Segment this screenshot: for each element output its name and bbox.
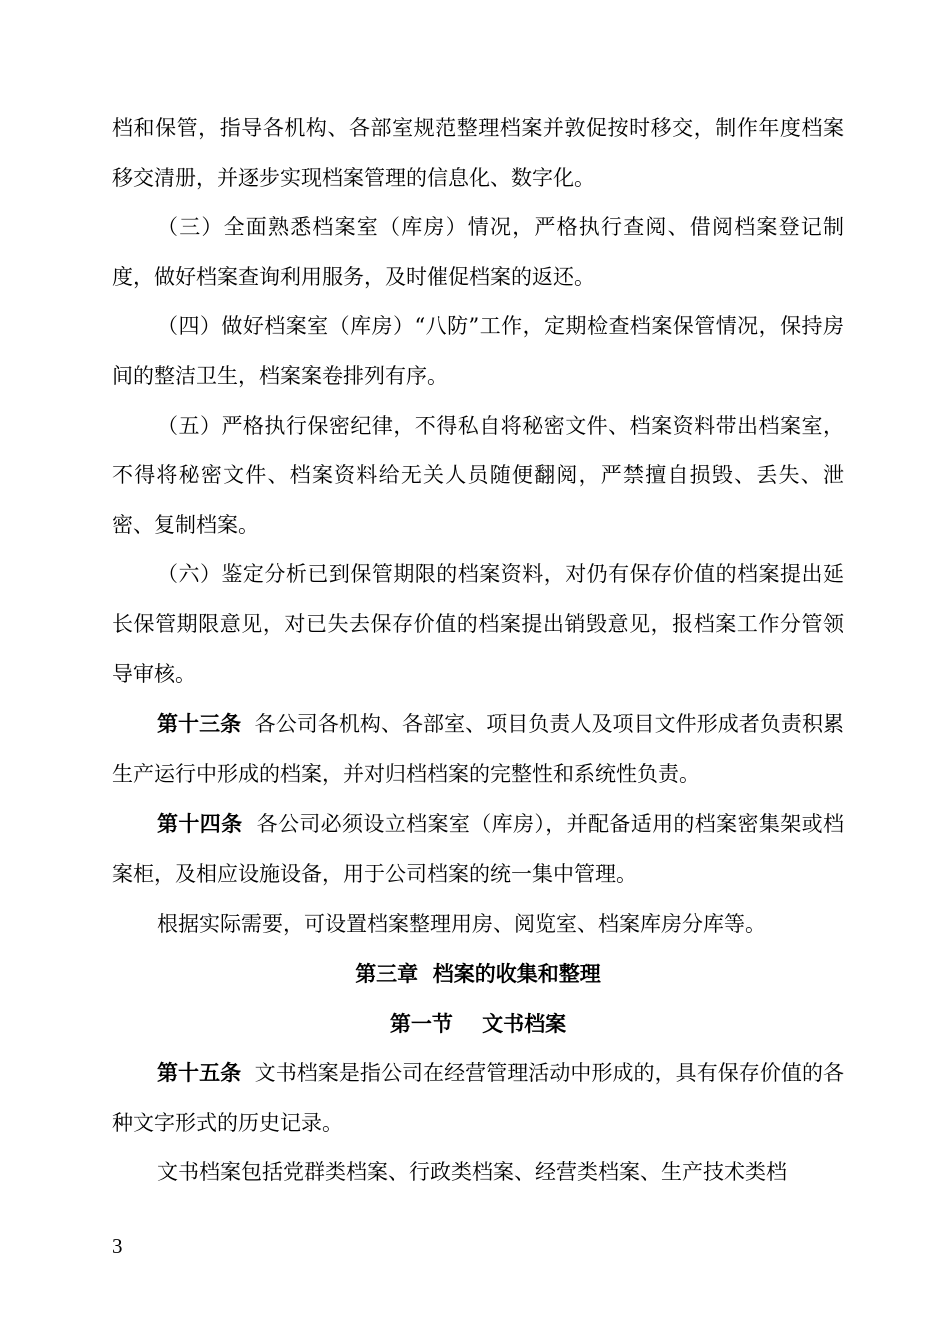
paragraph: 文书档案包括党群类档案、行政类档案、经营类档案、生产技术类档 <box>157 1160 787 1185</box>
article-text: 各公司必须设立档案室（库房），并配备适用的档案密集架或档案柜，及相应设施设备，用于公司档案的统一集中管理。 <box>112 812 845 886</box>
article-label: 第十五条 <box>157 1060 242 1086</box>
article-paragraph <box>112 1048 844 1148</box>
article-text: 各公司各机构、各部室、项目负责人及项目文件形成者负责积累生产运行中形成的档案，并对归档档案的完整性和系统性负责。 <box>112 712 844 786</box>
article-label: 第十四条 <box>157 811 243 837</box>
paragraph: （五）严格执行保密纪律，不得私自将秘密文件、档案资料带出档案室，不得将秘密文件、档案资料给无关人员随便翻阅，严禁擅自损毁、丢失、泄密、复制档案。 <box>112 413 844 537</box>
article-text: 文书档案是指公司在经营管理活动中形成的，具有保存价值的各种文字形式的历史记录。 <box>112 1061 844 1135</box>
paragraph: （四）做好档案室（库房）“八防”工作，定期检查档案保管情况，保持房间的整洁卫生，档案案卷排列有序。 <box>112 314 844 388</box>
section-heading: 第一节 文书档案 <box>389 1010 567 1036</box>
paragraph: （六）鉴定分析已到保管期限的档案资料，对仍有保存价值的档案提出延长保管期限意见，对已失去保存价值的档案提出销毁意见，报档案工作分管领导审核。 <box>112 562 844 686</box>
page-number: 3 <box>112 1234 123 1258</box>
paragraph: 档和保管，指导各机构、各部室规范整理档案并敦促按时移交，制作年度档案移交清册，并逐步实现档案管理的信息化、数字化。 <box>112 116 844 190</box>
paragraph: （三）全面熟悉档案室（库房）情况，严格执行查阅、借阅档案登记制度，做好档案查询利用服务，及时催促档案的返还。 <box>112 215 844 289</box>
article-paragraph <box>112 699 844 799</box>
document-body <box>112 104 844 1198</box>
paragraph: 根据实际需要，可设置档案整理用房、阅览室、档案库房分库等。 <box>157 911 766 936</box>
chapter-heading: 第三章 档案的收集和整理 <box>355 961 601 987</box>
article-label: 第十三条 <box>157 711 242 737</box>
article-paragraph <box>112 799 844 899</box>
